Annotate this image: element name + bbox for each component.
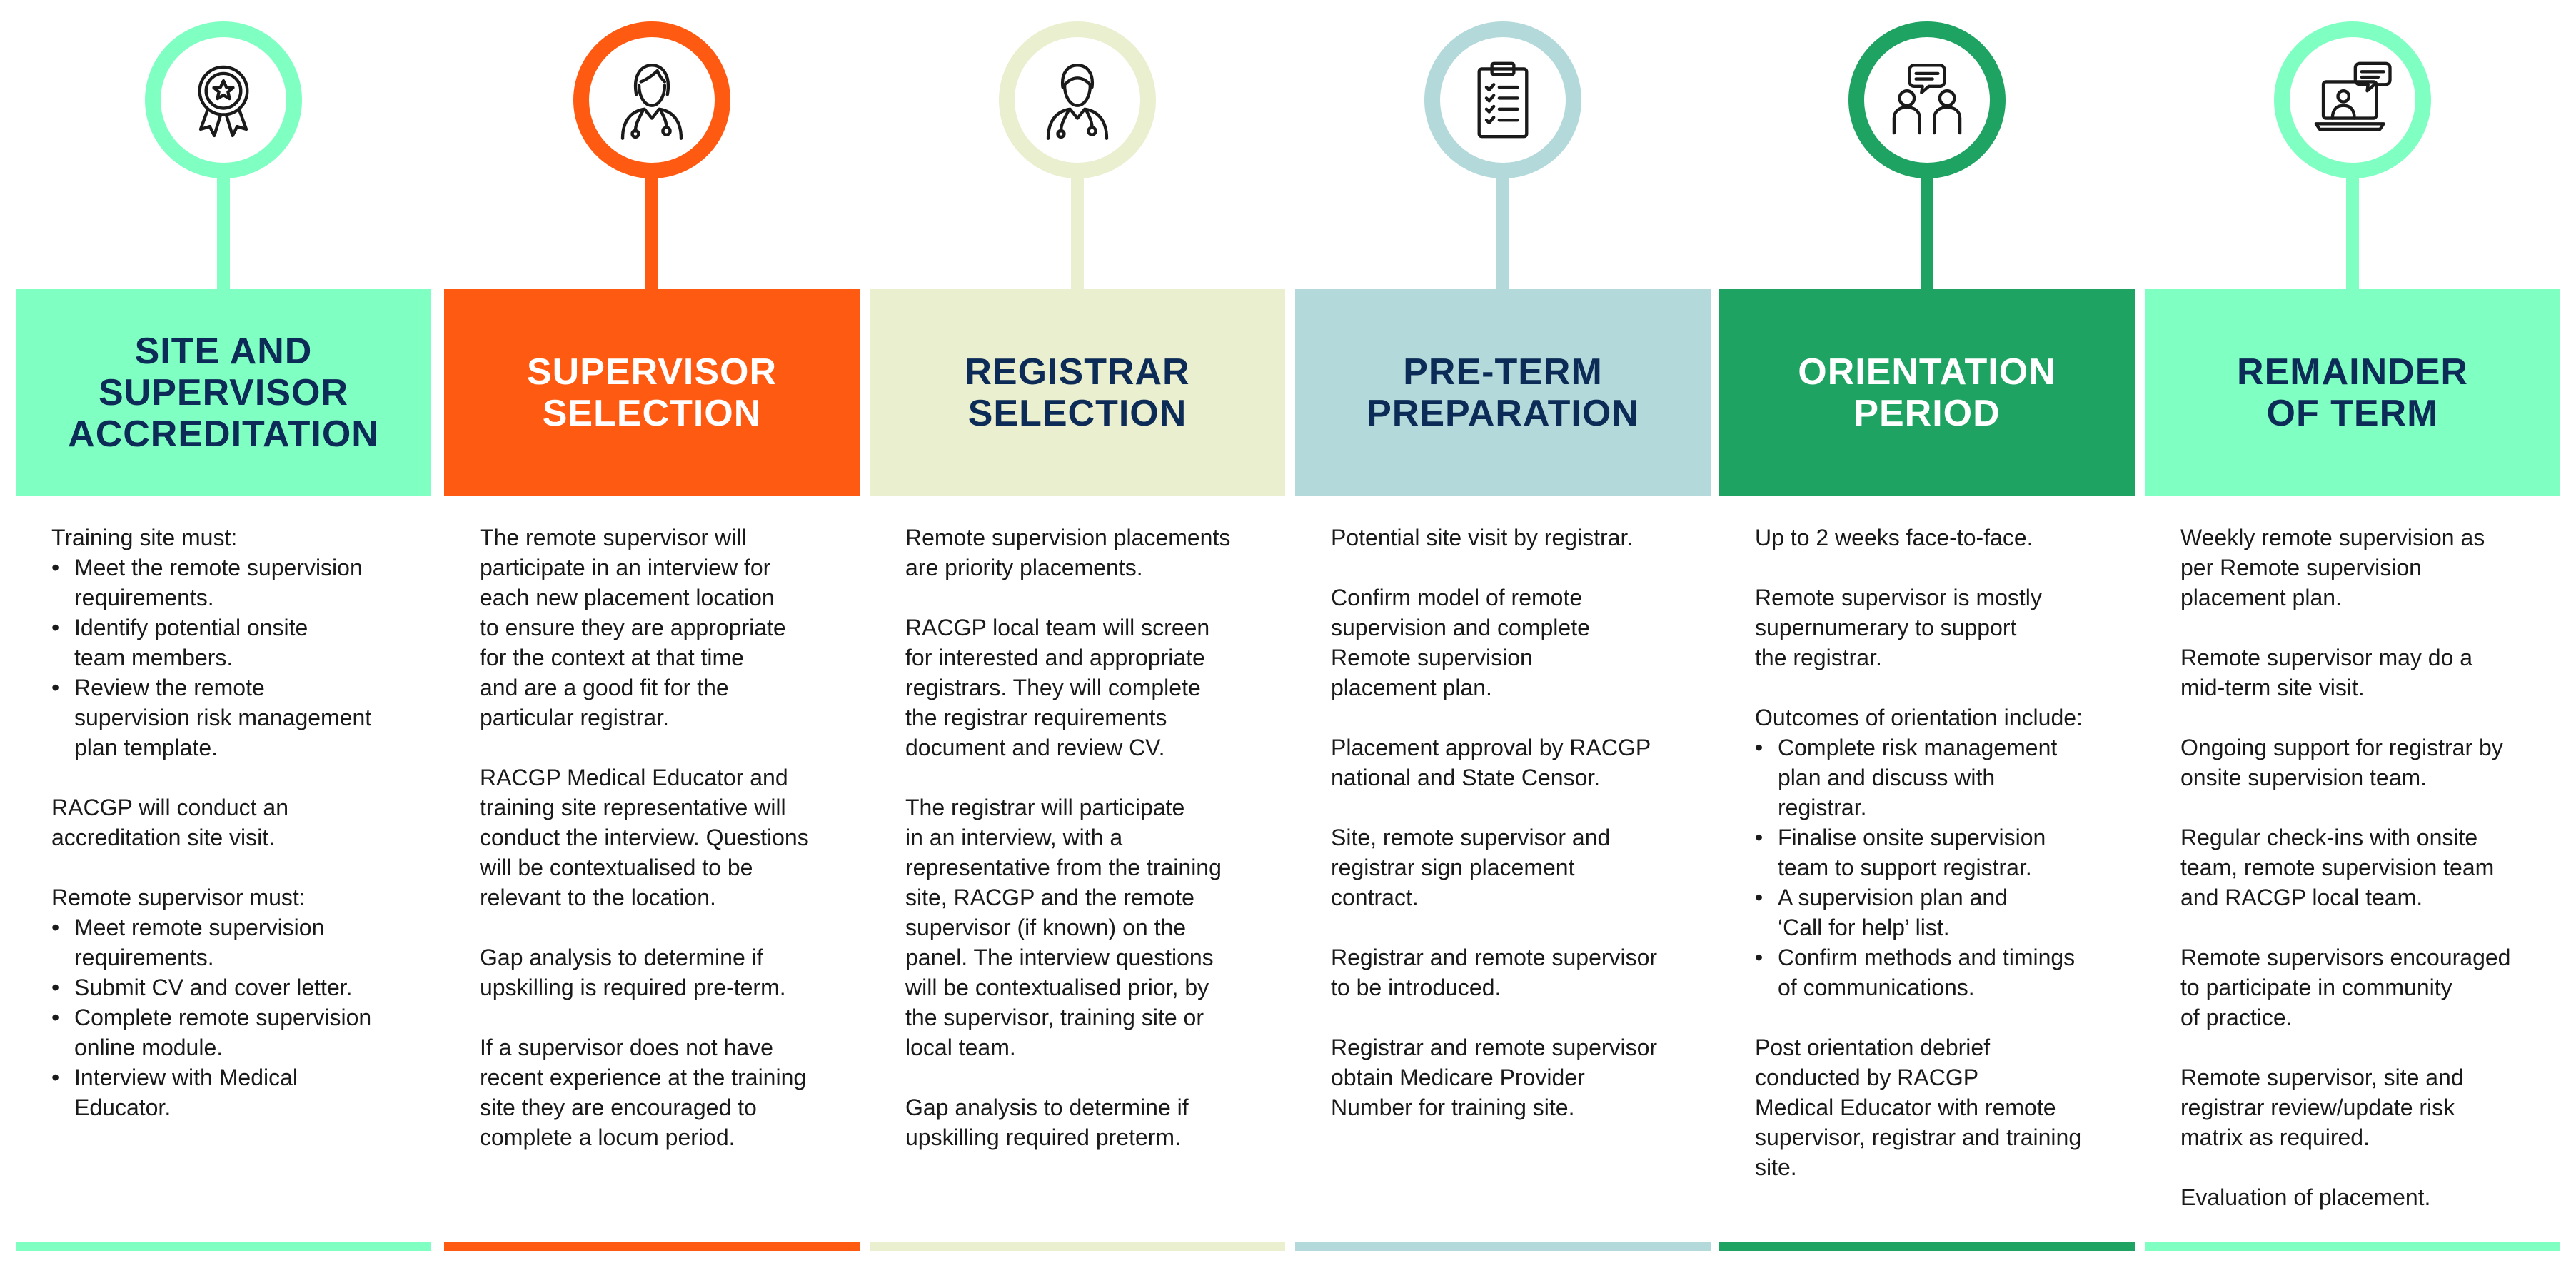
bullet-item: • Submit CV and cover letter. <box>51 972 403 1002</box>
bullet-item: • Complete risk management plan and discuss with registrar. <box>1755 733 2106 822</box>
bullet-list <box>51 912 403 1122</box>
paragraph: Evaluation of placement. <box>2180 1184 2431 1210</box>
stage-2-circle <box>573 21 730 178</box>
bullet-item: • Finalise onsite supervision team to support registrar. <box>1755 822 2106 882</box>
paragraph: Placement approval by RACGP national and State Censor. <box>1331 735 1651 790</box>
paragraph: The registrar will participate in an interview, with a representative from the training site, RACGP and the remote supervisor (if known) on the panel. The interview questions will be contextualised prior, by the supervisor, training site or local team. <box>905 795 1222 1060</box>
paragraph: Gap analysis to determine if upskilling required preterm. <box>905 1095 1189 1150</box>
stage-4-description <box>1331 523 1682 1152</box>
stage-6-stem <box>2346 177 2359 291</box>
block-lead: Training site must: <box>51 525 238 550</box>
paragraph: Remote supervisor, site and registrar review/update risk matrix as required. <box>2180 1065 2464 1150</box>
paragraph: Confirm model of remote supervision and complete Remote supervision placement plan. <box>1331 585 1590 700</box>
paragraph: Registrar and remote supervisor to be introduced. <box>1331 945 1658 1000</box>
stage-2-bottom-bar <box>444 1242 860 1251</box>
stage-2-header <box>444 289 860 496</box>
male-doctor-icon <box>1032 54 1123 146</box>
stage-3-title: REGISTRAR SELECTION <box>965 351 1190 434</box>
bullet-list <box>51 553 403 763</box>
stage-5-header <box>1719 289 2135 496</box>
paragraph: Post orientation debrief conducted by RACGP Medical Educator with remote supervisor, registrar and training site. <box>1755 1035 2082 1180</box>
stage-5-circle <box>1848 21 2006 178</box>
stage-2-title: SUPERVISOR SELECTION <box>526 351 778 434</box>
block-lead: Remote supervisor must: <box>51 885 306 910</box>
award-ribbon-icon <box>178 54 269 146</box>
paragraph: Potential site visit by registrar. <box>1331 525 1634 550</box>
paragraph: Remote supervisor may do a mid-term site visit. <box>2180 645 2473 700</box>
stage-2-stem <box>645 177 658 291</box>
paragraph: Up to 2 weeks face-to-face. <box>1755 525 2033 550</box>
stage-4-title: PRE-TERM PREPARATION <box>1367 351 1639 434</box>
stage-4-bottom-bar <box>1295 1242 1711 1251</box>
bullet-item: • Identify potential onsite team members. <box>51 613 403 673</box>
female-doctor-icon <box>606 54 698 146</box>
paragraph: Gap analysis to determine if upskilling is required pre-term. <box>480 945 786 1000</box>
stage-5-title: ORIENTATION PERIOD <box>1798 351 2056 434</box>
stage-pre-term-preparation <box>1295 0 1711 1278</box>
block-lead: Outcomes of orientation include: <box>1755 705 2083 730</box>
stage-1-circle <box>145 21 302 178</box>
stage-5-bottom-bar <box>1719 1242 2135 1251</box>
bullet-item: • Meet the remote supervision requirements. <box>51 553 403 613</box>
paragraph: Remote supervisors encouraged to participate in community of practice. <box>2180 945 2511 1030</box>
paragraph: Remote supervisor is mostly supernumerary to support the registrar. <box>1755 585 2042 670</box>
stage-5-stem <box>1921 177 1933 291</box>
paragraph: Regular check-ins with onsite team, remote supervision team and RACGP local team. <box>2180 825 2495 910</box>
stage-1-header <box>16 289 431 496</box>
bullet-item: • Complete remote supervision online module. <box>51 1002 403 1062</box>
stage-site-supervisor-accreditation <box>16 0 431 1278</box>
paragraph: Weekly remote supervision as per Remote supervision placement plan. <box>2180 525 2485 610</box>
stage-remainder-of-term <box>2145 0 2560 1278</box>
stage-orientation-period <box>1719 0 2135 1278</box>
stage-1-description <box>51 523 403 1152</box>
stage-3-circle <box>999 21 1156 178</box>
bullet-item: • Confirm methods and timings of communications. <box>1755 942 2106 1002</box>
paragraph: If a supervisor does not have recent experience at the training site they are encouraged to complete a locum period. <box>480 1035 807 1150</box>
stage-2-description <box>480 523 831 1182</box>
stage-5-description <box>1755 523 2106 1212</box>
stage-4-circle <box>1424 21 1581 178</box>
paragraph: RACGP Medical Educator and training site representative will conduct the interview. Questions will be contextualised to be relevant to the location. <box>480 765 809 910</box>
bullet-item: • A supervision plan and ‘Call for help’ list. <box>1755 882 2106 942</box>
paragraph: Site, remote supervisor and registrar sign placement contract. <box>1331 825 1611 910</box>
paragraph: RACGP will conduct an accreditation site visit. <box>51 795 288 850</box>
bullet-item: • Meet remote supervision requirements. <box>51 912 403 972</box>
stage-6-description <box>2180 523 2532 1242</box>
stage-supervisor-selection <box>444 0 860 1278</box>
people-conversation-icon <box>1881 54 1973 146</box>
stage-registrar-selection <box>870 0 1285 1278</box>
stage-4-stem <box>1496 177 1509 291</box>
stage-6-title: REMAINDER OF TERM <box>2237 351 2468 434</box>
stage-3-header <box>870 289 1285 496</box>
stage-6-header <box>2145 289 2560 496</box>
bullet-item: • Interview with Medical Educator. <box>51 1062 403 1122</box>
checklist-clipboard-icon <box>1457 54 1549 146</box>
stage-3-stem <box>1071 177 1084 291</box>
stage-1-stem <box>217 177 230 291</box>
stage-1-bottom-bar <box>16 1242 431 1251</box>
stage-3-description <box>905 523 1257 1182</box>
bullet-list <box>1755 733 2106 1002</box>
paragraph: Ongoing support for registrar by onsite supervision team. <box>2180 735 2503 790</box>
paragraph: Registrar and remote supervisor obtain Medicare Provider Number for training site. <box>1331 1035 1658 1120</box>
video-call-laptop-icon <box>2307 54 2398 146</box>
stage-6-circle <box>2274 21 2431 178</box>
paragraph: Remote supervision placements are priority placements. <box>905 525 1231 580</box>
paragraph: The remote supervisor will participate in an interview for each new placement location to ensure they are appropriate for the context at that time and are a good fit for the particular registrar. <box>480 525 786 730</box>
bullet-item: • Review the remote supervision risk management plan template. <box>51 673 403 763</box>
stage-3-bottom-bar <box>870 1242 1285 1251</box>
paragraph: RACGP local team will screen for interested and appropriate registrars. They will complete the registrar requirements document and review CV. <box>905 615 1210 760</box>
stage-4-header <box>1295 289 1711 496</box>
stage-1-title: SITE AND SUPERVISOR ACCREDITATION <box>68 331 379 455</box>
stage-6-bottom-bar <box>2145 1242 2560 1251</box>
